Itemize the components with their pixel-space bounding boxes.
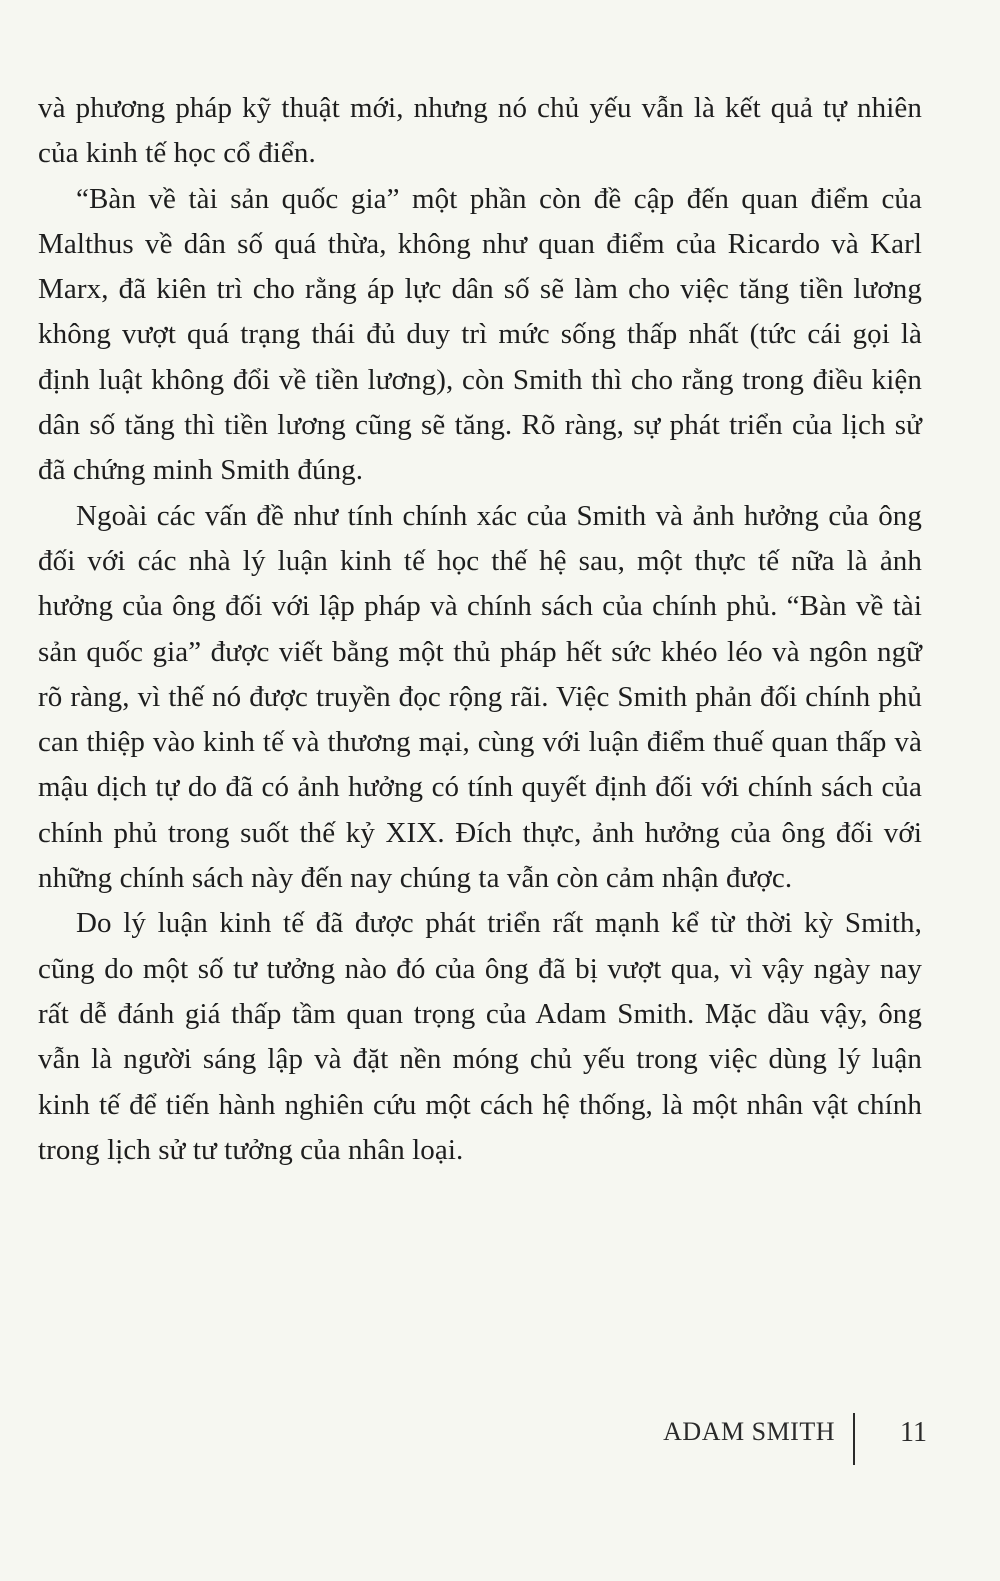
paragraph-influence: Ngoài các vấn đề như tính chính xác của Smith và ảnh hưởng của ông đối với các nhà lý luận kinh tế học thế hệ sau, một thực tế nữa là ảnh hưởng của ông đối với lập pháp và chính sách của chính phủ. “Bàn về tài sản quốc gia” được viết bằng một thủ pháp hết sức khéo léo và ngôn ngữ rõ ràng, vì thế nó được truyền đọc rộng rãi. Việc Smith phản đối chính phủ can thiệp vào kinh tế và thương mại, cùng với luận điểm thuế quan thấp và mậu dịch tự do đã có ảnh hưởng có tính quyết định đối với chính sách của chính phủ trong suốt thế kỷ XIX. Đích thực, ảnh hưởng của ông đối với những chính sách này đến nay chúng ta vẫn còn cảm nhận được. xyxy=(38,499,922,895)
footer-divider xyxy=(853,1413,855,1465)
paragraph-continued: và phương pháp kỹ thuật mới, nhưng nó chủ yếu vẫn là kết quả tự nhiên của kinh tế học cổ điển. xyxy=(38,92,922,170)
page-number: 11 xyxy=(900,1417,927,1448)
paragraph-malthus: “Bàn về tài sản quốc gia” một phần còn đề cập đến quan điểm của Malthus về dân số quá thừa, không như quan điểm của Ricardo và Karl Marx, đã kiên trì cho rằng áp lực dân số sẽ làm cho việc tăng tiền lương không vượt quá trạng thái đủ duy trì mức sống thấp nhất (tức cái gọi là định luật không đổi về tiền lương), còn Smith thì cho rằng trong điều kiện dân số tăng thì tiền lương cũng sẽ tăng. Rõ ràng, sự phát triển của lịch sử đã chứng minh Smith đúng. xyxy=(38,182,922,487)
body-text xyxy=(38,86,922,1173)
paragraph-conclusion: Do lý luận kinh tế đã được phát triển rất mạnh kể từ thời kỳ Smith, cũng do một số tư tưởng nào đó của ông đã bị vượt qua, vì vậy ngày nay rất dễ đánh giá thấp tầm quan trọng của Adam Smith. Mặc dầu vậy, ông vẫn là người sáng lập và đặt nền móng chủ yếu trong việc dùng lý luận kinh tế để tiến hành nghiên cứu một cách hệ thống, là một nhân vật chính trong lịch sử tư tưởng của nhân loại. xyxy=(38,907,922,1166)
running-head: ADAM SMITH xyxy=(663,1417,835,1446)
page-footer xyxy=(0,1417,1000,1477)
